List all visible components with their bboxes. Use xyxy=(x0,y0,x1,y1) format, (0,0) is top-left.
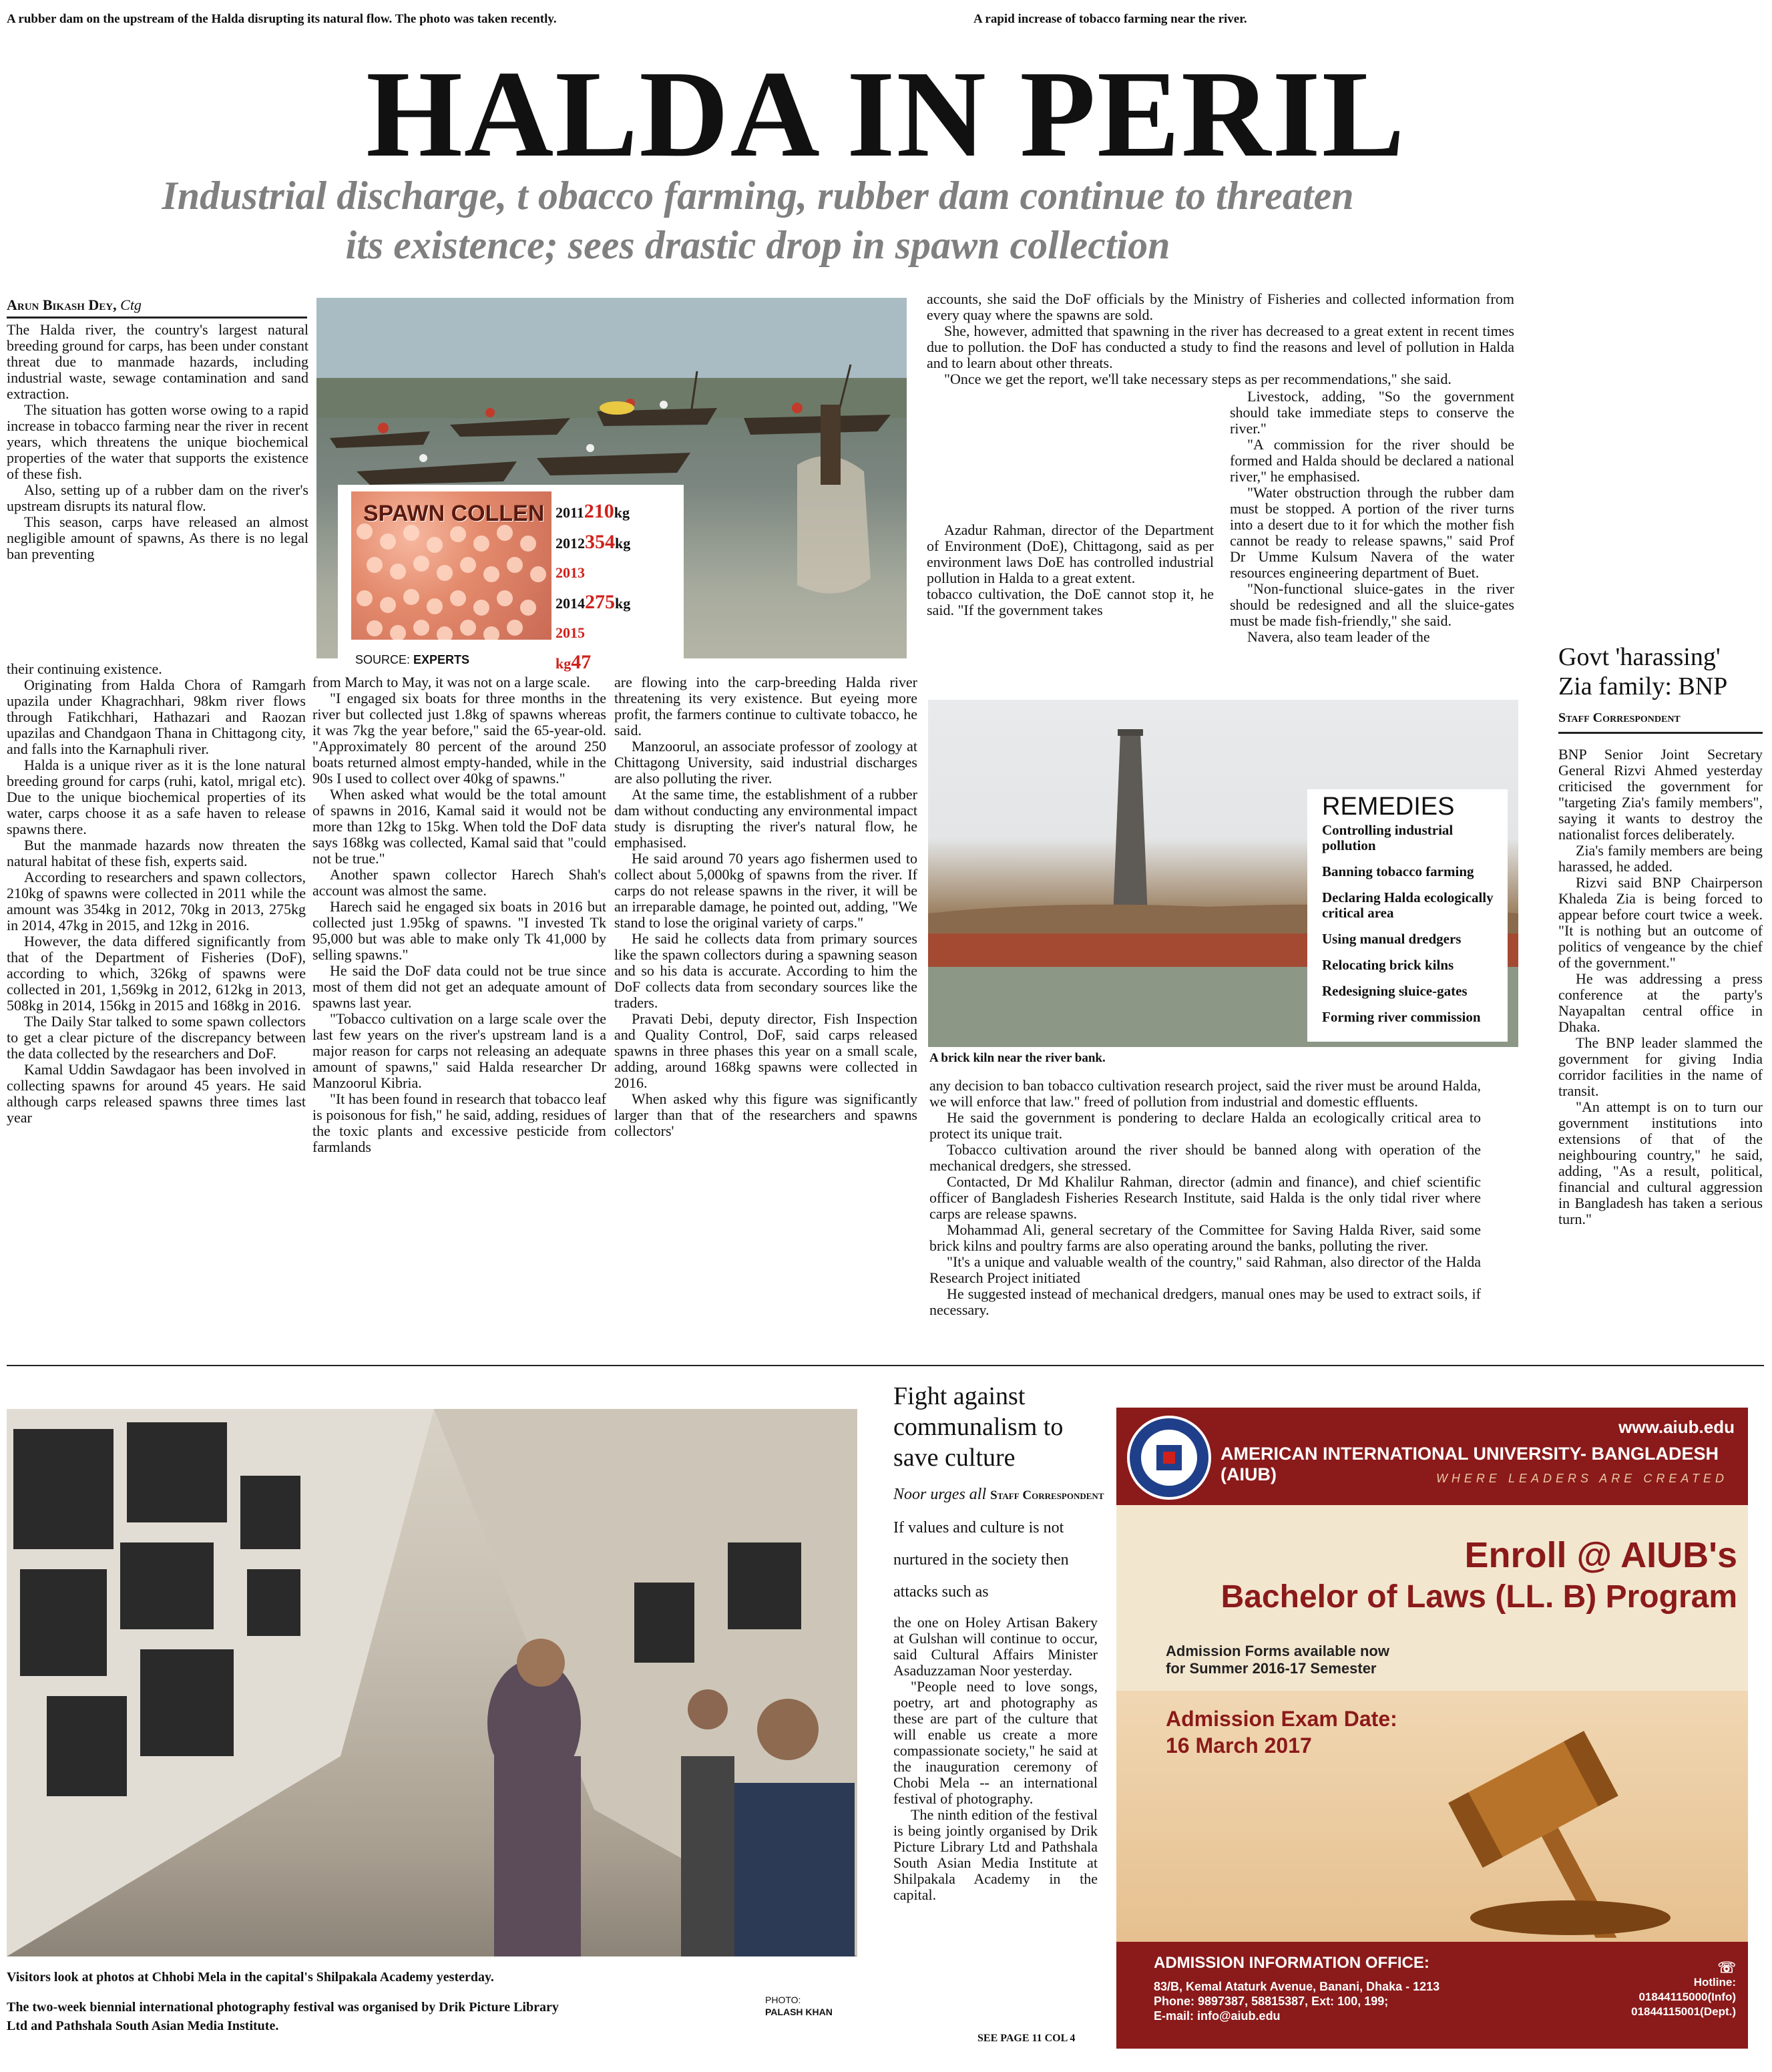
spawn-entry: 2011210kg xyxy=(556,500,630,522)
remedy-item: Banning tobacco farming xyxy=(1322,863,1474,879)
aiub-emblem-icon xyxy=(1130,1418,1208,1497)
article-paragraph: He said around 70 years ago fishermen used to collect about 5,000kg of spawns from the river. If carps do not release spawns in the river, it will be an irreparable damage, he pointed out, adding, "We stand to lose the original variety of carps." xyxy=(614,850,917,931)
ad-address: 83/B, Kemal Ataturk Avenue, Banani, Dhaka - 1213 xyxy=(1154,1980,1440,1993)
culture-story-paragraph: The ninth edition of the festival is being jointly organised by Drik Picture Library Ltd and Pathshala South Asian Media Institute at Shilpakala Academy in the capital. xyxy=(893,1806,1098,1903)
article-paragraph: accounts, she said the DoF officials by the Ministry of Fisheries and collected information from every quay where the spawns are sold. xyxy=(927,290,1514,323)
ad-office-title: ADMISSION INFORMATION OFFICE: xyxy=(1154,1954,1429,1972)
article-paragraph: The Halda river, the country's largest natural breeding ground for carps, has been under constant threat due to manmade hazards, including industrial waste, sewage contamination and sand extraction. xyxy=(7,321,308,402)
remedy-item: Declaring Halda ecologically critical area xyxy=(1322,889,1494,921)
article-paragraph: "Water obstruction through the rubber dam must be stopped. A portion of the river turns into a desert due to it for which the mother fish cannot be ready to release spawns," said Prof Dr Umme Kulsum Navera of the water resources engineering department of Buet. xyxy=(1230,484,1514,581)
article-paragraph: However, the data differed significantly from that of the Department of Fisheries (DoF), according to which, 326kg of spawns were collected in 201, 1,569kg in 2012, 612kg in 2013, 508kg in 2014, 156kg in 2015 and 168kg in 2016. xyxy=(7,933,306,1014)
aiub-logo xyxy=(1127,1416,1211,1500)
caption-exhibition: Visitors look at photos at Chhobi Mela in the capital's Shilpakala Academy yesterday. xyxy=(7,1970,494,1985)
section-divider xyxy=(7,1365,1764,1366)
aiub-advertisement[interactable] xyxy=(1116,1408,1748,2049)
spawn-infobox-source: SOURCE: EXPERTS xyxy=(355,653,470,666)
article-paragraph: The situation has gotten worse owing to a rapid increase in tobacco farming near the river in recent years, which threatens the unique biochemical properties of the water that supports the existence of these fish. xyxy=(7,401,308,482)
article-paragraph: Also, setting up of a rubber dam on the river's upstream disrupts its natural flow. xyxy=(7,481,308,514)
spawn-entry: 2013 xyxy=(556,564,585,581)
ad-phone: Phone: 9897387, 58815387, Ext: 100, 199; xyxy=(1154,1995,1389,2008)
headline: HALDA IN PERIL xyxy=(366,45,1406,183)
article-paragraph: At the same time, the establishment of a rubber dam without conducting any environmental impact study is disrupting the river's natural flow, he emphasised. xyxy=(614,786,917,851)
article-paragraph: Another spawn collector Harech Shah's account was almost the same. xyxy=(312,866,606,899)
spawn-infobox-figures xyxy=(556,497,682,678)
ad-exam-line-1: Admission Exam Date: xyxy=(1166,1707,1397,1731)
see-page-jump: SEE PAGE 11 COL 4 xyxy=(977,2033,1076,2044)
article-col2 xyxy=(312,674,606,1155)
side-story-paragraph: BNP Senior Joint Secretary General Rizvi Ahmed yesterday criticised the government for "targeting Zia's family members", saying it wants to destroy the nationalist forces deliberately. xyxy=(1558,746,1763,843)
article-paragraph: "I engaged six boats for three months in the river but collected just 1.8kg of spawns whereas it was 7kg the year before," said the 65-year-old. "Approximately 80 percent of the around 250 boats returned almost empty-handed, while in the 90s I used to collect over 40kg of spawns." xyxy=(312,690,606,787)
side-story-title-line-2: Zia family: BNP xyxy=(1558,672,1728,700)
culture-story-paragraph: "People need to love songs, poetry, art and photography as these are part of the culture that will enable us create a more compassionate society," he said at the inauguration ceremony of Chobi Mela -- an international festival of photography. xyxy=(893,1678,1098,1807)
ad-forms-line-2: for Summer 2016-17 Semester xyxy=(1166,1660,1377,1677)
article-paragraph: Halda is a unique river as it is the lone natural breeding ground for carps (ruhi, katol, mrigal etc). Due to the unique biochemical properties of its water, carps choose it as a safe haven to release spawns there. xyxy=(7,757,306,837)
article-paragraph: from March to May, it was not on a large scale. xyxy=(312,674,591,690)
phone-icon: ☏ xyxy=(1717,1959,1736,1976)
article-col4-top xyxy=(927,291,1514,387)
side-story-paragraph: Rizvi said BNP Chairperson Khaleda Zia is being forced to appear before court twice a week. "It is nothing but an outcome of politics of vengeance by the chief of the government." xyxy=(1558,874,1763,971)
caption-rubber-dam: A rubber dam on the upstream of the Halda disrupting its natural flow. The photo was taken recently. xyxy=(7,12,557,26)
culture-story-byline: Staff Correspondent xyxy=(990,1488,1104,1502)
ad-email: E-mail: info@aiub.edu xyxy=(1154,2009,1281,2023)
article-paragraph: Harech said he engaged six boats in 2016 but collected just 1.95kg of spawns. "I invested Tk 95,000 but was able to make only Tk 41,000 by selling spawns." xyxy=(312,898,606,963)
ad-headline-2: Bachelor of Laws (LL. B) Program xyxy=(1221,1579,1737,1615)
article-paragraph: The Daily Star talked to some spawn collectors to get a clear picture of the discrepancy between the data collected by the researchers and DoF. xyxy=(7,1013,306,1062)
culture-story-intro xyxy=(893,1478,1107,1608)
side-story-paragraph: He was addressing a press conference at the party's Nayapaltan central office in Dhaka. xyxy=(1558,970,1763,1035)
spawn-infobox xyxy=(338,485,684,672)
exhibition-photo xyxy=(7,1409,857,1956)
spawn-entry: 2015 xyxy=(556,624,585,641)
article-col4-a xyxy=(927,522,1214,618)
article-paragraph: "It has been found in research that tobacco leaf is poisonous for fish," he said, adding, residues of the toxic plants and excessive pesticide from farmlands xyxy=(312,1090,606,1155)
side-story-body xyxy=(1558,747,1763,1227)
culture-story-kicker: Noor urges all xyxy=(893,1486,987,1503)
culture-story-lede: If values and culture is not nurtured in the society then attacks such as xyxy=(893,1519,1069,1601)
article-paragraph: When asked what would be the total amount of spawns in 2016, Kamal said it would not be more than 12kg to 15kg. When told the DoF data says 168kg was collected, Kamal said that "could not be true." xyxy=(312,786,606,867)
side-story-paragraph: "An attempt is on to turn our government institutions into extensions of that of the neighbouring country," he said, adding, "As a result, political, financial and cultural aggression in Bangladesh has taken a serious turn." xyxy=(1558,1098,1763,1227)
article-paragraph: Tobacco cultivation around the river should be banned along with operation of the mechanical dredgers, she stressed. xyxy=(929,1141,1481,1174)
article-paragraph: He said the DoF data could not be true since most of them did not get an adequate amount of spawns last year. xyxy=(312,962,606,1011)
subheadline-line-1: Industrial discharge, t obacco farming, rubber dam continue to threaten xyxy=(162,174,1354,218)
ad-forms-line-1: Admission Forms available now xyxy=(1166,1643,1389,1659)
article-paragraph: When asked why this figure was significantly larger than that of the researchers and spawns collectors' xyxy=(614,1090,917,1139)
ad-hotline-2: 01844115001(Dept.) xyxy=(1631,2005,1736,2018)
remedy-item: Using manual dredgers xyxy=(1322,931,1462,947)
byline-rule xyxy=(7,317,307,319)
article-col1 xyxy=(7,661,306,1126)
exhibition-illustration xyxy=(7,1409,857,1956)
byline-place: Ctg xyxy=(120,296,142,313)
photo-credit: PHOTO: PALASH KHAN xyxy=(765,1995,833,2017)
ad-headline-1: Enroll @ AIUB's xyxy=(1464,1535,1737,1575)
article-paragraph: But the manmade hazards now threaten the natural habitat of these fish, experts said. xyxy=(7,837,306,869)
caption-tobacco: A rapid increase of tobacco farming near the river. xyxy=(973,12,1247,26)
ad-university-name: AMERICAN INTERNATIONAL UNIVERSITY- BANGLADESH (AIUB) xyxy=(1221,1444,1719,1484)
article-paragraph: This season, carps have released an almost negligible amount of spawns, As there is no legal ban preventing xyxy=(7,513,308,562)
spawn-entry: 2014275kg xyxy=(556,591,631,613)
article-paragraph: Livestock, adding, "So the government should take immediate steps to conserve the river." xyxy=(1230,388,1514,437)
article-paragraph: Azadur Rahman, director of the Department of Environment (DoE), Chittagong, said as per environment laws DoE has controlled industrial pollution in Halda to a great extent. xyxy=(927,522,1214,586)
article-paragraph: "A commission for the river should be formed and Halda should be declared a national river," he emphasised. xyxy=(1230,436,1514,485)
remedy-item: Redesigning sluice-gates xyxy=(1322,983,1468,999)
article-paragraph: Pravati Debi, deputy director, Fish Inspection and Quality Control, DoF, said carps released spawns in three phases this year on a small scale, adding, around 168kg spawns were collected in 2016. xyxy=(614,1010,917,1091)
article-paragraph: "It's a unique and valuable wealth of the country," said Rahman, also director of the Halda Research Project initiated xyxy=(929,1253,1481,1286)
gavel-icon xyxy=(1370,1717,1731,1938)
article-col1-top xyxy=(7,322,308,562)
article-paragraph: their continuing existence. xyxy=(7,660,162,677)
article-paragraph: are flowing into the carp-breeding Halda river threatening its very existence. But eyeing more profit, the farmers continue to cultivate tobacco, he said. xyxy=(614,674,917,739)
article-paragraph: any decision to ban tobacco cultivation research project, said the river must be around Halda, we will enforce that law." freed of pollution from industrial and domestic effluents. xyxy=(929,1077,1481,1110)
article-col3 xyxy=(614,674,917,1139)
side-story-rule xyxy=(1558,732,1763,734)
article-paragraph: Mohammad Ali, general secretary of the Committee for Saving Halda River, said some brick kilns and poultry farms are also operating around the banks, polluting the river. xyxy=(929,1221,1481,1254)
article-paragraph: Kamal Uddin Sawdagaor has been involved in collecting spawns for around 45 years. He said although carps released spawns three times last year xyxy=(7,1061,306,1126)
culture-story-body xyxy=(893,1615,1098,1903)
remedies-title: REMEDIES xyxy=(1322,793,1455,821)
article-paragraph: tobacco cultivation, the DoE cannot stop it, he said. "If the government takes xyxy=(927,586,1214,618)
article-paragraph: She, however, admitted that spawning in the river has decreased to a great extent in recent times due to pollution. the DoF has conducted a study to find the reasons and level of pollution in Halda and to learn about other threats. xyxy=(927,323,1514,371)
ad-hotline-label: Hotline: xyxy=(1693,1976,1736,1989)
remedy-item: Forming river commission xyxy=(1322,1009,1481,1025)
ad-tagline: WHERE LEADERS ARE CREATED xyxy=(1435,1472,1728,1485)
ad-url: www.aiub.edu xyxy=(1618,1417,1735,1437)
article-paragraph: Originating from Halda Chora of Ramgarh upazila under Khagrachhari, 98km river flows through Fatikchhari, Hathazari and Raozan upazilas and Chandgaon Thana in Chittagong city, and falls into the Karnaphuli river. xyxy=(7,676,306,757)
ad-exam-line-2: 16 March 2017 xyxy=(1166,1733,1312,1757)
caption-brick-kiln: A brick kiln near the river bank. xyxy=(929,1051,1106,1065)
article-paragraph: He said he collects data from primary sources like the spawn collectors during a spawning season and so his data is accurate. According to him the DoF collects data from secondary sources like the traders. xyxy=(614,930,917,1011)
article-paragraph: According to researchers and spawn collectors, 210kg of spawns were collected in 2011 while the amount was 354kg in 2012, 70kg in 2013, 275kg in 2014, 47kg in 2015, and 12kg in 2016. xyxy=(7,869,306,934)
article-paragraph: He suggested instead of mechanical dredgers, manual ones may be used to extract soils, if necessary. xyxy=(929,1285,1481,1318)
article-paragraph: "Tobacco cultivation on a large scale over the last few years on the river's upstream land is a major reason for carps not releasing an adequate amount of spawns," said Halda researcher Dr Manzoorul Kibria. xyxy=(312,1010,606,1091)
remedy-item: Controlling industrial pollution xyxy=(1322,822,1454,853)
article-paragraph: Contacted, Dr Md Khalilur Rahman, director (admin and finance), and chief scientific officer of Bangladesh Fisheries Research Institute, said Halda is the only tidal river where carps are release spawns. xyxy=(929,1173,1481,1222)
ad-hotline-1: 01844115000(Info) xyxy=(1638,1991,1736,2003)
spawn-infobox-title: SPAWN COLLEN xyxy=(363,501,545,526)
article-col4-b xyxy=(1230,389,1514,645)
ad-forms-info xyxy=(1166,1643,1389,1677)
remedies-box xyxy=(1307,789,1508,1042)
subheadline-line-2: its existence; sees drastic drop in spawn collection xyxy=(345,223,1170,267)
ad-contact xyxy=(1154,1979,1439,2023)
article-paragraph: Navera, also team leader of the xyxy=(1247,628,1430,645)
side-story-title-line-1: Govt 'harassing' xyxy=(1558,643,1721,671)
remedy-item: Relocating brick kilns xyxy=(1322,957,1454,973)
ad-gavel-panel xyxy=(1116,1691,1748,1942)
article-paragraph: Manzoorul, an associate professor of zoology at Chittagong University, said industrial discharges are also polluting the river. xyxy=(614,738,917,787)
article-paragraph: "Once we get the report, we'll take necessary steps as per recommendations," she said. xyxy=(944,371,1452,387)
caption-exhibition-2: The two-week biennial international photography festival was organised by Drik Picture Library Ltd and Pathshala South Asian Media Institute. xyxy=(7,2000,559,2033)
culture-story-paragraph: the one on Holey Artisan Bakery at Gulshan will continue to occur, said Cultural Affairs Minister Asaduzzaman Noor yesterday. xyxy=(893,1614,1098,1679)
spawn-entry: 2012354kg xyxy=(556,531,631,553)
ad-hotline xyxy=(1631,1960,1736,2019)
spawn-entry: kg47 xyxy=(556,651,592,673)
spawn-eggs-photo xyxy=(351,491,551,640)
side-story-paragraph: The BNP leader slammed the government for giving India corridor facilities in the name of transit. xyxy=(1558,1034,1763,1099)
side-story-headline xyxy=(1558,642,1764,701)
culture-story-headline: Fight against communalism to save culture xyxy=(893,1382,1064,1472)
byline-name: Arun Bikash Dey, xyxy=(7,296,117,313)
ad-exam-date xyxy=(1166,1705,1397,1759)
side-story-paragraph: Zia's family members are being harassed, he added. xyxy=(1558,842,1763,875)
article-paragraph: He said the government is pondering to declare Halda an ecologically critical area to protect its unique trait. xyxy=(929,1109,1481,1142)
article-col4-bottom xyxy=(929,1078,1481,1318)
subheadline xyxy=(0,171,1516,270)
byline xyxy=(7,296,142,314)
side-story-byline: Staff Correspondent xyxy=(1558,710,1681,725)
article-paragraph: "Non-functional sluice-gates in the river should be redesigned and all the sluice-gates must be made fish-friendly," she said. xyxy=(1230,580,1514,629)
